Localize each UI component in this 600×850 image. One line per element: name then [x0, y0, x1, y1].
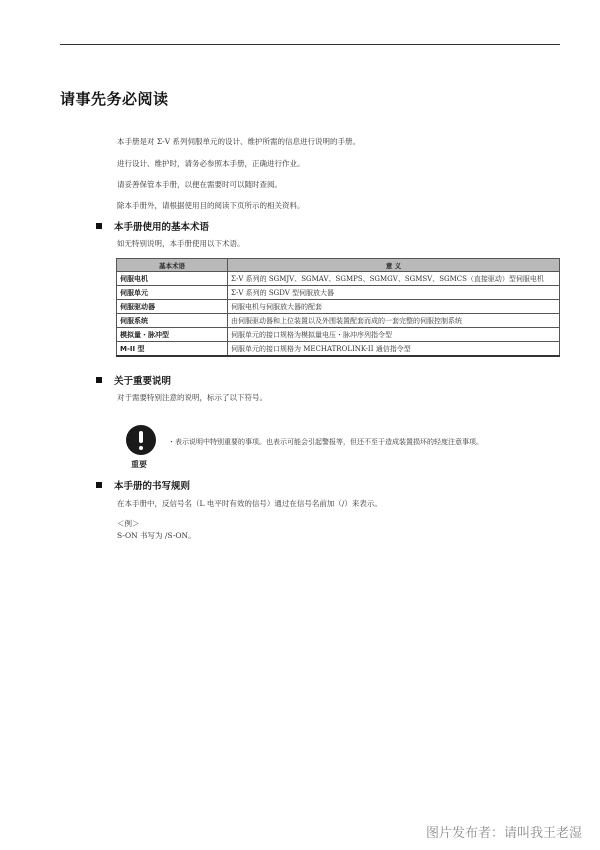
- meaning-cell: 伺服单元的接口规格为模拟量电压・脉冲序列指令型: [228, 328, 560, 342]
- writing-heading-label: 本手册的书写规则: [114, 481, 191, 492]
- top-rule: [60, 44, 560, 45]
- term-cell: M-II 型: [117, 342, 228, 357]
- meaning-cell: 伺服电机与伺服放大器的配套: [228, 300, 560, 314]
- intro-paragraph-4: 除本手册外，请根据使用目的阅读下页所示的相关资料。: [117, 201, 305, 210]
- table-row: [117, 272, 560, 286]
- important-heading: [96, 373, 171, 387]
- terms-table: [116, 258, 560, 357]
- column-header-term: 基本术语: [117, 259, 228, 272]
- meaning-cell: 伺服单元的接口规格为 MECHATROLINK-II 通信指令型: [228, 342, 560, 357]
- table-row: [117, 328, 560, 342]
- intro-paragraph-3: 请妥善保管本手册，以便在需要时可以随时查阅。: [117, 180, 282, 189]
- square-bullet-icon: [96, 482, 102, 488]
- intro-paragraph-2: 进行设计、维护时，请务必参照本手册，正确进行作业。: [117, 159, 305, 168]
- page-title: 请事先务必阅读: [60, 90, 169, 108]
- example-label: ＜例＞: [117, 519, 140, 528]
- terms-heading: [96, 219, 209, 233]
- important-icon-label: 重要: [131, 460, 147, 469]
- intro-paragraph-1: 本手册是对 Σ-V 系列伺服单元的设计、维护所需的信息进行说明的手册。: [117, 137, 361, 146]
- term-cell: 伺服电机: [117, 272, 228, 286]
- important-heading-label: 关于重要说明: [114, 376, 172, 387]
- column-header-meaning: 意 义: [228, 259, 560, 272]
- table-row: [117, 342, 560, 357]
- important-exclamation-icon: [126, 425, 156, 455]
- watermark: 图片发布者：请叫我王老湿: [425, 826, 582, 841]
- writing-subtext: 在本手册中，反信号名（L 电平时有效的信号）通过在信号名前加（/）来表示。: [117, 499, 382, 508]
- square-bullet-icon: [96, 223, 102, 229]
- term-cell: 伺服系统: [117, 314, 228, 328]
- term-cell: 伺服单元: [117, 286, 228, 300]
- meaning-cell: 由伺服驱动器和上位装置以及外围装置配套而成的一套完整的伺服控制系统: [228, 314, 560, 328]
- writing-heading: [96, 478, 190, 492]
- meaning-cell: Σ-V 系列的 SGMJV、SGMAV、SGMPS、SGMGV、SGMSV、SGMCS（直接驱动）型伺服电机: [228, 272, 560, 286]
- term-cell: 伺服驱动器: [117, 300, 228, 314]
- terms-heading-label: 本手册使用的基本术语: [114, 222, 210, 233]
- table-row: [117, 286, 560, 300]
- table-row: [117, 300, 560, 314]
- important-subtext: 对于需要特别注意的说明，标示了以下符号。: [117, 393, 267, 402]
- example-text: S-ON 书写为 /S-ON。: [117, 531, 196, 540]
- square-bullet-icon: [96, 377, 102, 383]
- table-header-row: [117, 259, 560, 272]
- meaning-cell: Σ-V 系列的 SGDV 型伺服放大器: [228, 286, 560, 300]
- terms-subtext: 如无特别说明，本手册使用以下术语。: [117, 239, 245, 248]
- important-note: ・表示说明中特别重要的事项。也表示可能会引起警报等，但还不至于造成装置损坏的轻度注意事项。: [168, 438, 483, 446]
- table-row: [117, 314, 560, 328]
- term-cell: 模拟量・脉冲型: [117, 328, 228, 342]
